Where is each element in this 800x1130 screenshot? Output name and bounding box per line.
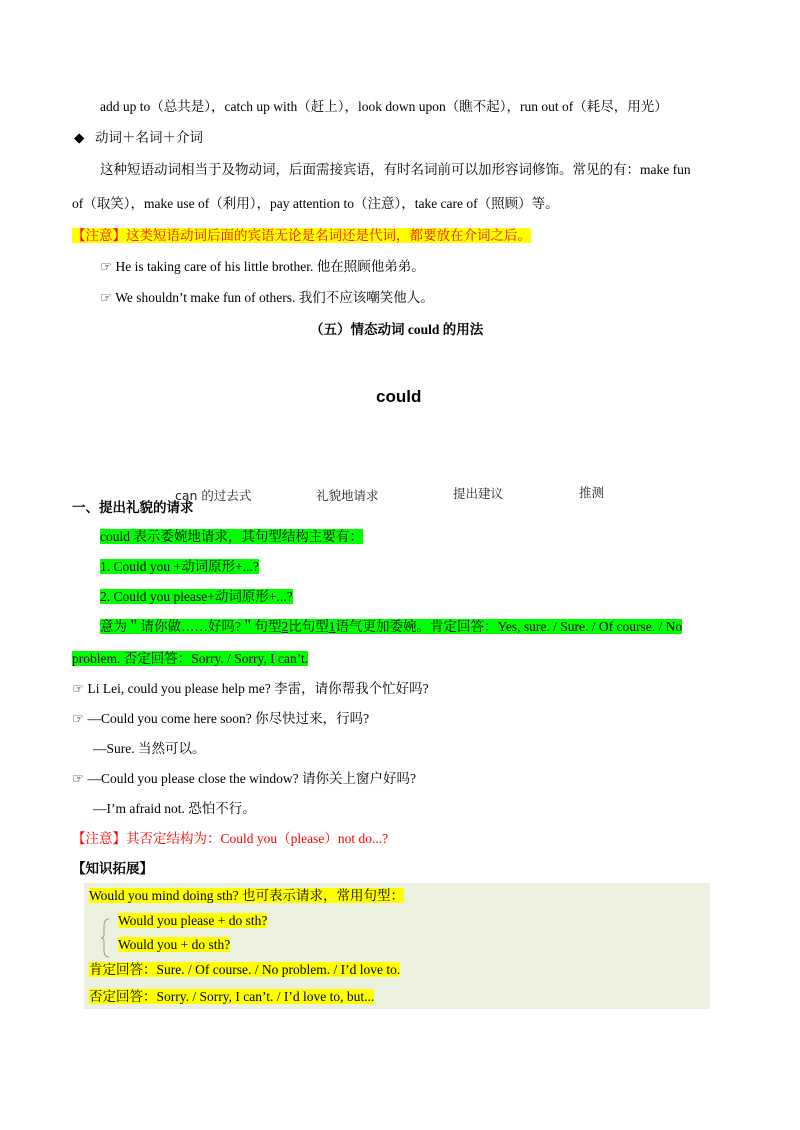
- pattern-text: 2. Could you please+动词原形+...?: [100, 589, 293, 604]
- section-1-pattern-2: [100, 588, 293, 606]
- example-text: —Could you come here soon? 你尽快过来，行吗?: [87, 711, 370, 726]
- section-1-text: could 表示委婉地请求，其句型结构主要有：: [100, 529, 363, 544]
- diagram-label-polite-request: 礼貌地请求: [316, 488, 379, 503]
- diagram-center-title: could: [376, 387, 422, 406]
- extension-text: 否定回答：Sorry. / Sorry, I can’t. / I’d love to, but...: [89, 989, 375, 1004]
- section-1-line-1: [100, 528, 363, 546]
- extension-pattern: Would you + do sth?: [118, 937, 231, 952]
- extension-text: Would you mind doing sth? 也可表示请求，常用句型：: [89, 888, 405, 903]
- brace-icon: [100, 918, 110, 958]
- example-3: [72, 770, 416, 788]
- negative-form-note: 【注意】其否定结构为：Could you（please）not do...?: [72, 831, 389, 846]
- section-title: （五）情态动词 could 的用法: [310, 322, 484, 337]
- example-1: [72, 680, 429, 698]
- extension-text: 肯定回答：Sure. / Of course. / No problem. / I’d love to.: [89, 962, 401, 977]
- hand-pointer-icon: ☞: [72, 711, 85, 726]
- diagram-label-suggestion: 提出建议: [453, 486, 504, 501]
- pattern-text: 1. Could you +动词原形+...?: [100, 559, 259, 574]
- section-1-heading: 一、提出礼貌的请求: [72, 500, 194, 515]
- example-text: He is taking care of his little brother. 他在照顾他弟弟。: [115, 259, 425, 274]
- explanation-text-c: 比句型: [288, 619, 329, 634]
- example-text: We shouldn’t make fun of others. 我们不应该嘲笑他人。: [115, 290, 434, 305]
- example-line-1: [100, 258, 425, 276]
- section-1-pattern-1: [100, 558, 259, 576]
- extension-line-5: [89, 988, 374, 1006]
- section-1-explanation: [100, 618, 682, 636]
- hand-pointer-icon: ☞: [72, 681, 85, 696]
- extension-line-4: [89, 961, 400, 979]
- bullet-icon: ◆: [74, 130, 85, 145]
- example-3-reply: —I’m afraid not. 恐怕不行。: [93, 801, 256, 816]
- paragraph-line-2: of（取笑），make use of（利用），pay attention to（注意），take care of（照顾）等。: [72, 196, 559, 211]
- phrase-examples-line: add up to（总共是），catch up with（赶上），look down upon（瞧不起），run out of（耗尽，用光）: [100, 99, 668, 114]
- hand-pointer-icon: ☞: [72, 771, 85, 786]
- extension-line-2: [118, 912, 267, 930]
- example-text: Li Lei, could you please help me? 李雷，请你帮我个忙好吗?: [87, 681, 429, 696]
- hand-pointer-icon: ☞: [100, 290, 113, 305]
- extension-heading: 【知识拓展】: [72, 861, 153, 876]
- example-2: [72, 710, 369, 728]
- note-text: 【注意】这类短语动词后面的宾语无论是名词还是代词，都要放在介词之后。: [72, 228, 531, 243]
- explanation-number-1: 1: [328, 619, 336, 634]
- note-line: [72, 227, 531, 245]
- example-line-2: [100, 289, 434, 307]
- answer-text: problem. 否定回答：Sorry. / Sorry, I can’t.: [72, 651, 309, 666]
- example-2-reply: —Sure. 当然可以。: [93, 741, 206, 756]
- subheading-verb-noun-prep: 动词＋名词＋介词: [95, 130, 203, 145]
- hand-pointer-icon: ☞: [100, 259, 113, 274]
- explanation-number-2: 2: [281, 619, 289, 634]
- explanation-text-e: 语气更加委婉。肯定回答：Yes, sure. / Sure. / Of course. / No: [335, 619, 683, 634]
- extension-pattern: Would you please + do sth?: [118, 913, 268, 928]
- example-text: —Could you please close the window? 请你关上窗户好吗?: [87, 771, 416, 786]
- explanation-text-a: 意为＂请你做……好吗?＂句型: [100, 619, 282, 634]
- extension-line-3: [118, 936, 230, 954]
- diagram-label-past-tense: can 的过去式: [175, 488, 252, 503]
- paragraph-line-1: 这种短语动词相当于及物动词，后面需接宾语，有时名词前可以加形容词修饰。常见的有：make fun: [100, 162, 691, 177]
- extension-line-1: [89, 887, 404, 905]
- diagram-label-speculation: 推测: [579, 485, 605, 500]
- section-1-answer-line: [72, 650, 308, 668]
